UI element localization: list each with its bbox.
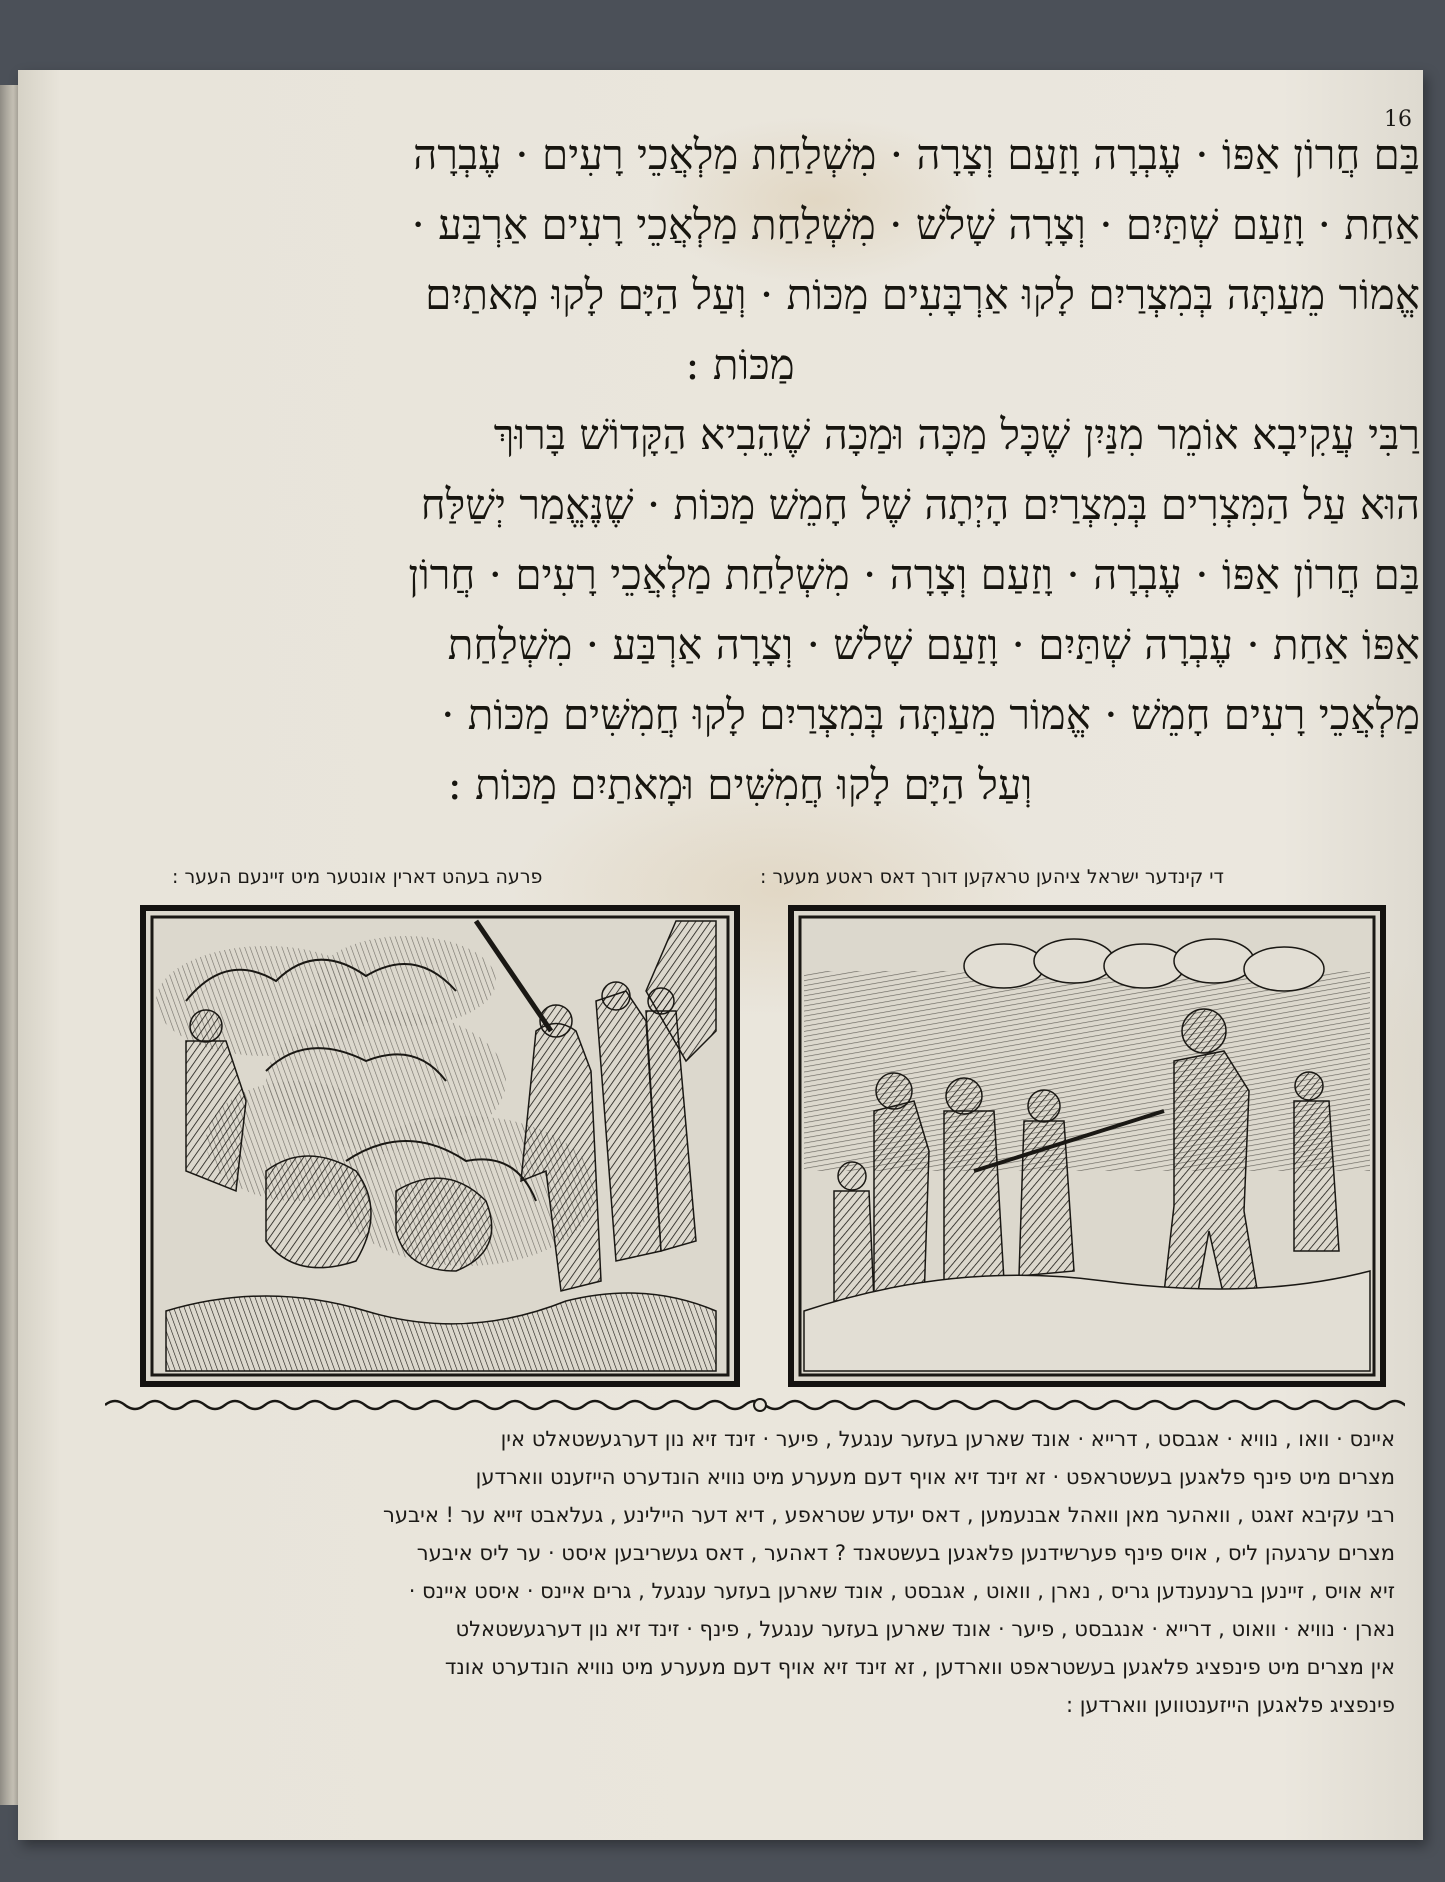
text-line: אַפּוֹ אַחַת · עֶבְרָה שְׁתַּיִם · וָזַעַם שָׁלשׁ · וְצָרָה אַרְבַּע · מִשְׁלַחַת — [447, 620, 1420, 669]
text-line: אַחַת · וָזַעַם שְׁתַּיִם · וְצָרָה שָׁלשׁ · מִשְׁלַחַת מַלְאֲכֵי רָעִים אַרְבַּע · — [411, 200, 1420, 249]
woodcut-israelites-crossing — [788, 905, 1386, 1387]
note-line: נארן · נוויא · וואוט , דרייא · אנגבסט , פיער · אונד שארען בעזער ענגעל , פינף · זינד זיא נון דערגעשטאלט — [455, 1617, 1395, 1641]
text-line: רַבִּי עֲקִיבָא אוֹמֵר מִנַּיִן שֶׁכָּל מַכָּה וּמַכָּה שֶׁהֵבִיא הַקָּדוֹשׁ בָּרוּךְ — [493, 410, 1420, 459]
hebrew-main-text — [60, 120, 1420, 820]
yiddish-notes — [95, 1420, 1395, 1724]
right-illustration-caption: די קינדער ישראל ציהען טראקען דורך דאס ראטע מעער : — [760, 866, 1224, 888]
note-line: אין מצרים מיט פינפציג פלאגען בעשטראפט ווארדען , זא זינד זיא אויף דעם מעערע מיט נוויא הונדערט אונד — [444, 1655, 1395, 1679]
text-line: בַּם חֲרוֹן אַפּוֹ · עֶבְרָה וָזַעַם וְצָרָה · מִשְׁלַחַת מַלְאֲכֵי רָעִים · עֶבְרָה — [413, 130, 1420, 179]
text-line: הוּא עַל הַמִּצְרִים בְּמִצְרַיִם הָיְתָה שֶׁל חָמֵשׁ מַכּוֹת · שֶׁנֶּאֱמַר יְשַׁלַּח — [420, 480, 1420, 529]
note-line: איינס · וואו , נוויא · אגבסט , דרייא · אונד שארען בעזער ענגעל , פיער · זינד זיא נון דערגעשטאלט אין — [500, 1427, 1395, 1451]
note-line: מצרים מיט פינף פלאגען בעשטראפט · זא זינד זיא אויף דעם מעערע מיט נוויא הונדערט הייזענט ווארדען — [475, 1465, 1395, 1489]
note-line: רבי עקיבא זאגט , וואהער מאן וואהל אבנעמען , דאס יעדע שטראפע , דיא דער היילינע , געלאבט זייא ער ! איבער — [383, 1503, 1395, 1527]
text-line: וְעַל הַיָּם לָקוּ חֲמִשִּׁים וּמָאתַיִם מַכּוֹת : — [447, 760, 1033, 809]
woodcut-right-image — [794, 911, 1380, 1381]
text-line: אֱמוֹר מֵעַתָּה בְּמִצְרַיִם לָקוּ אַרְבָּעִים מַכּוֹת · וְעַל הַיָּם לָקוּ מָאתַיִם — [425, 270, 1420, 319]
left-illustration-caption: פרעה בעהט דארין אונטער מיט זיינעם העער : — [172, 866, 543, 888]
note-line: מצרים ערגעהן ליס , אויס פינף פערשידנען פלאגען בעשטאנד ? דאהער , דאס געשריבען איסט · ער ליס איבער — [416, 1541, 1395, 1565]
text-line: מַלְאֲכֵי רָעִים חָמֵשׁ · אֱמוֹר מֵעַתָּה בְּמִצְרַיִם לָקוּ חֲמִשִּׁים מַכּוֹת · — [441, 690, 1420, 739]
text-line: מַכּוֹת : — [685, 340, 795, 389]
wavy-divider — [105, 1385, 1405, 1425]
note-line: פינפציג פלאגען הייזענטווען ווארדען : — [1065, 1693, 1395, 1717]
text-line: בַּם חֲרוֹן אַפּוֹ · עֶבְרָה · וָזַעַם וְצָרָה · מִשְׁלַחַת מַלְאֲכֵי רָעִים · חֲרוֹן — [408, 550, 1420, 599]
woodcut-left-image — [146, 911, 734, 1381]
woodcut-pharaoh-drowning — [140, 905, 740, 1387]
page-number: 16 — [1384, 107, 1412, 132]
note-line: זיא אויס , זיינען ברענענדען גריס , נארן , וואוט , אגבסט , אונד שארען בעזער ענגעל , גרים איינס · איסט איינס · — [408, 1579, 1395, 1603]
